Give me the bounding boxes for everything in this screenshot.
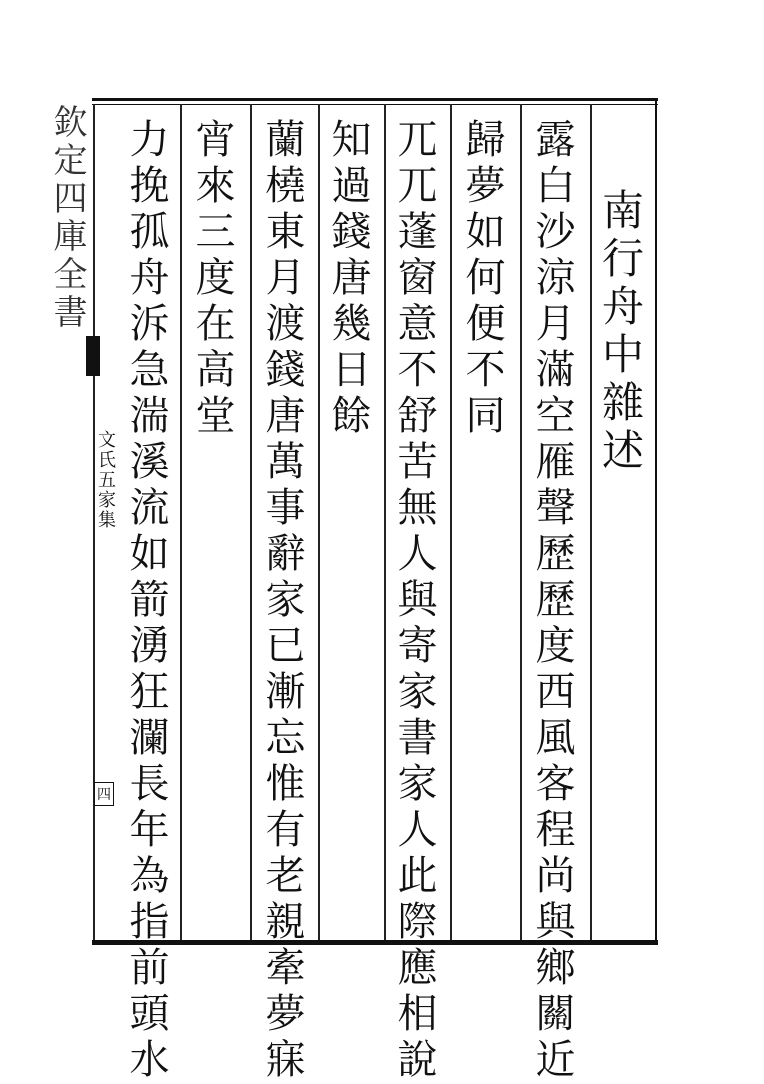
text-column: 知過錢唐幾日餘 xyxy=(325,118,371,440)
text-column: 蘭橈東月渡錢唐萬事辭家已漸忘惟有老親牽夢寐 xyxy=(259,118,305,1084)
column-divider xyxy=(250,104,252,940)
edge-title-fragment: 欽定四庫全書 xyxy=(47,104,87,332)
column-divider xyxy=(450,104,452,940)
page-number: 四 xyxy=(94,782,114,806)
poem-title: 南行舟中雜述 xyxy=(596,188,645,476)
text-column: 歸夢如何便不同 xyxy=(459,118,505,440)
column-divider xyxy=(590,104,592,940)
text-column: 露白沙涼月滿空雁聲歷歷度西風客程尚與鄉關近 xyxy=(529,118,575,1084)
column-divider xyxy=(520,104,522,940)
column-divider xyxy=(318,104,320,940)
text-column: 兀兀蓬窗意不舒苦無人與寄家書家人此際應相說 xyxy=(391,118,437,1084)
text-column: 宵來三度在高堂 xyxy=(189,118,235,440)
column-divider xyxy=(180,104,182,940)
running-title: 文氏五家集 xyxy=(95,430,116,530)
right-border xyxy=(655,100,657,943)
column-divider xyxy=(384,104,386,940)
fishtail-mark xyxy=(86,336,100,376)
top-border-inner xyxy=(92,104,658,105)
top-border xyxy=(92,98,658,101)
text-column: 力挽孤舟泝急湍溪流如箭湧狂瀾長年為指前頭水 xyxy=(123,118,169,1084)
